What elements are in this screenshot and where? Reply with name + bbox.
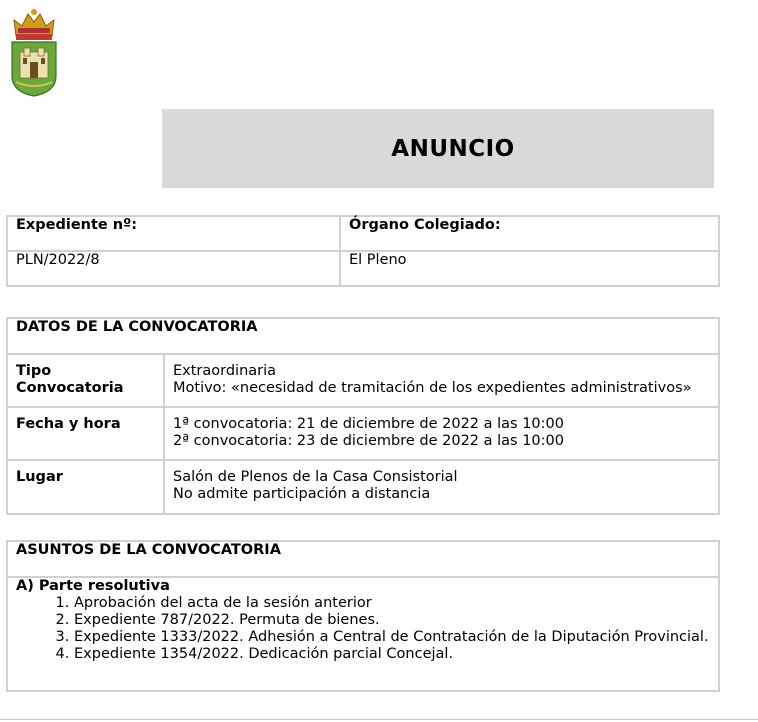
organo-label: Órgano Colegiado:	[340, 216, 719, 251]
lugar-label: Lugar	[7, 460, 164, 514]
asuntos-heading: ASUNTOS DE LA CONVOCATORIA	[7, 541, 719, 577]
fecha-label: Fecha y hora	[7, 407, 164, 460]
datos-heading: DATOS DE LA CONVOCATORIA	[7, 318, 719, 354]
section-title: A) Parte resolutiva	[16, 578, 170, 594]
lugar-line-2: No admite participación a distancia	[173, 486, 431, 502]
agenda-list	[16, 595, 710, 663]
agenda-item: 2. Expediente 787/2022. Permuta de bienes.	[74, 612, 710, 629]
tipo-value	[164, 354, 719, 407]
lugar-value	[164, 460, 719, 514]
organo-value: El Pleno	[340, 251, 719, 286]
expediente-table	[6, 215, 720, 287]
expediente-value: PLN/2022/8	[7, 251, 340, 286]
tipo-line-2: Motivo: «necesidad de tramitación de los expedientes administrativos»	[173, 380, 692, 396]
tipo-label-line-2: Convocatoria	[16, 380, 124, 396]
tipo-label	[7, 354, 164, 407]
tipo-label-line-1: Tipo	[16, 363, 52, 379]
agenda-item: 4. Expediente 1354/2022. Dedicación parcial Concejal.	[74, 646, 710, 663]
fecha-line-2: 2ª convocatoria: 23 de diciembre de 2022 a las 10:00	[173, 433, 564, 449]
asuntos-body	[7, 577, 719, 691]
lugar-line-1: Salón de Plenos de la Casa Consistorial	[173, 469, 458, 485]
fecha-value	[164, 407, 719, 460]
coat-of-arms-logo	[8, 6, 60, 98]
fecha-line-1: 1ª convocatoria: 21 de diciembre de 2022 a las 10:00	[173, 416, 564, 432]
agenda-item: 3. Expediente 1333/2022. Adhesión a Central de Contratación de la Diputación Provincial.	[74, 629, 710, 646]
title-banner	[162, 109, 714, 188]
tipo-line-1: Extraordinaria	[173, 363, 277, 379]
expediente-label: Expediente nº:	[7, 216, 340, 251]
asuntos-convocatoria-table	[6, 540, 720, 692]
agenda-item: 1. Aprobación del acta de la sesión anterior	[74, 595, 710, 612]
page-title: ANUNCIO	[391, 135, 515, 162]
datos-convocatoria-table	[6, 317, 720, 515]
page-divider	[0, 719, 758, 720]
